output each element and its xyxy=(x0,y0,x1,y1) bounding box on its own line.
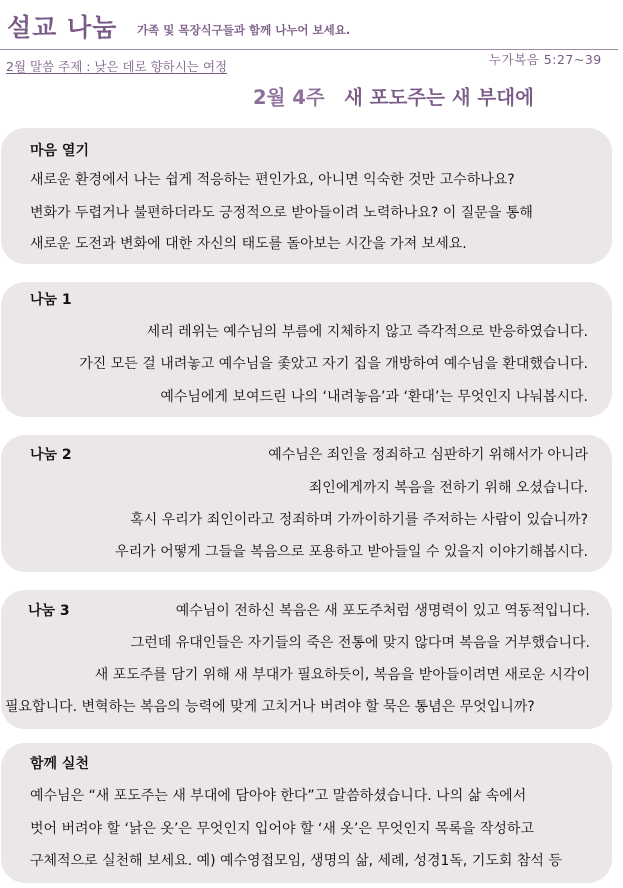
section-text-line: 혹시 우리가 죄인이라고 정죄하며 가까이하기를 주저하는 사람이 있습니까? xyxy=(130,512,588,528)
section-text-line: 새 포도주를 담기 위해 새 부대가 필요하듯이, 복음을 받아들이려면 새로운 시각이 xyxy=(94,667,590,683)
section-text-line: 가진 모든 걸 내려놓고 예수님을 좇았고 자기 집을 개방하여 예수님을 환대했습니다. xyxy=(79,356,588,372)
section-text-line: 예수님에게 보여드린 나의 ‘내려놓음’과 ‘환대’는 무엇인지 나눠봅시다. xyxy=(160,389,588,405)
section-text-line: 죄인에게까지 복음을 전하기 위해 오셨습니다. xyxy=(308,480,588,496)
section-text-line: 구체적으로 실천해 보세요. 예) 예수영접모임, 생명의 삶, 세례, 성경1독, 기도회 참석 등 xyxy=(30,853,562,869)
section-title: 나눔 2 xyxy=(30,447,72,463)
section-text-line: 새로운 환경에서 나는 쉽게 적응하는 편인가요, 아니면 익숙한 것만 고수하나요? xyxy=(30,172,515,188)
section-text-line: 우리가 어떻게 그들을 복음으로 포용하고 받아들일 수 있을지 이야기해봅시다. xyxy=(115,544,588,560)
sermon-title: 새 포도주는 새 부대에 xyxy=(344,86,534,109)
section-practice xyxy=(1,743,612,883)
section-sharing-3 xyxy=(1,590,612,729)
section-text-line: 새로운 도전과 변화에 대한 자신의 태도를 돌아보는 시간을 가져 보세요. xyxy=(30,236,467,252)
section-text-line: 벗어 버려야 할 ‘낡은 옷’은 무엇인지 입어야 할 ‘새 옷’은 무엇인지 목록을 작성하고 xyxy=(30,821,534,837)
section-title: 마음 열기 xyxy=(30,143,89,159)
section-text-line: 예수님은 “새 포도주는 새 부대에 담아야 한다”고 말씀하셨습니다. 나의 삶 속에서 xyxy=(30,788,527,804)
section-sharing-1 xyxy=(1,282,612,417)
section-text-line: 그런데 유대인들은 자기들의 죽은 전통에 맞지 않다며 복음을 거부했습니다. xyxy=(130,635,590,651)
section-text-line: 변화가 두렵거나 불편하더라도 긍정적으로 받아들이려 노력하나요? 이 질문을 통해 xyxy=(30,205,533,221)
week-label: 2월 4주 xyxy=(253,86,325,109)
section-text-line: 예수님은 죄인을 정죄하고 심판하기 위해서가 아니라 xyxy=(268,447,588,463)
section-sharing-2 xyxy=(1,435,612,572)
brand-title: 설교 나눔 xyxy=(7,13,118,42)
section-text-line: 예수님이 전하신 복음은 새 포도주처럼 생명력이 있고 역동적입니다. xyxy=(175,603,590,619)
section-title: 나눔 3 xyxy=(28,603,70,619)
section-title: 나눔 1 xyxy=(30,292,72,308)
section-title: 함께 실천 xyxy=(30,756,89,772)
scripture-reference: 누가복음 5:27~39 xyxy=(489,52,602,67)
section-opening xyxy=(1,128,612,264)
tagline: 가족 및 목장식구들과 함께 나누어 보세요. xyxy=(137,23,351,37)
section-text-line: 세리 레위는 예수님의 부름에 지체하지 않고 즉각적으로 반응하였습니다. xyxy=(146,324,588,340)
header xyxy=(0,0,623,50)
monthly-theme: 2월 말씀 주제 : 낮은 데로 향하시는 여정 xyxy=(6,59,228,74)
section-text-line: 필요합니다. 변혁하는 복음의 능력에 맞게 고치거나 버려야 할 묵은 통념은 무엇입니까? xyxy=(5,699,535,715)
